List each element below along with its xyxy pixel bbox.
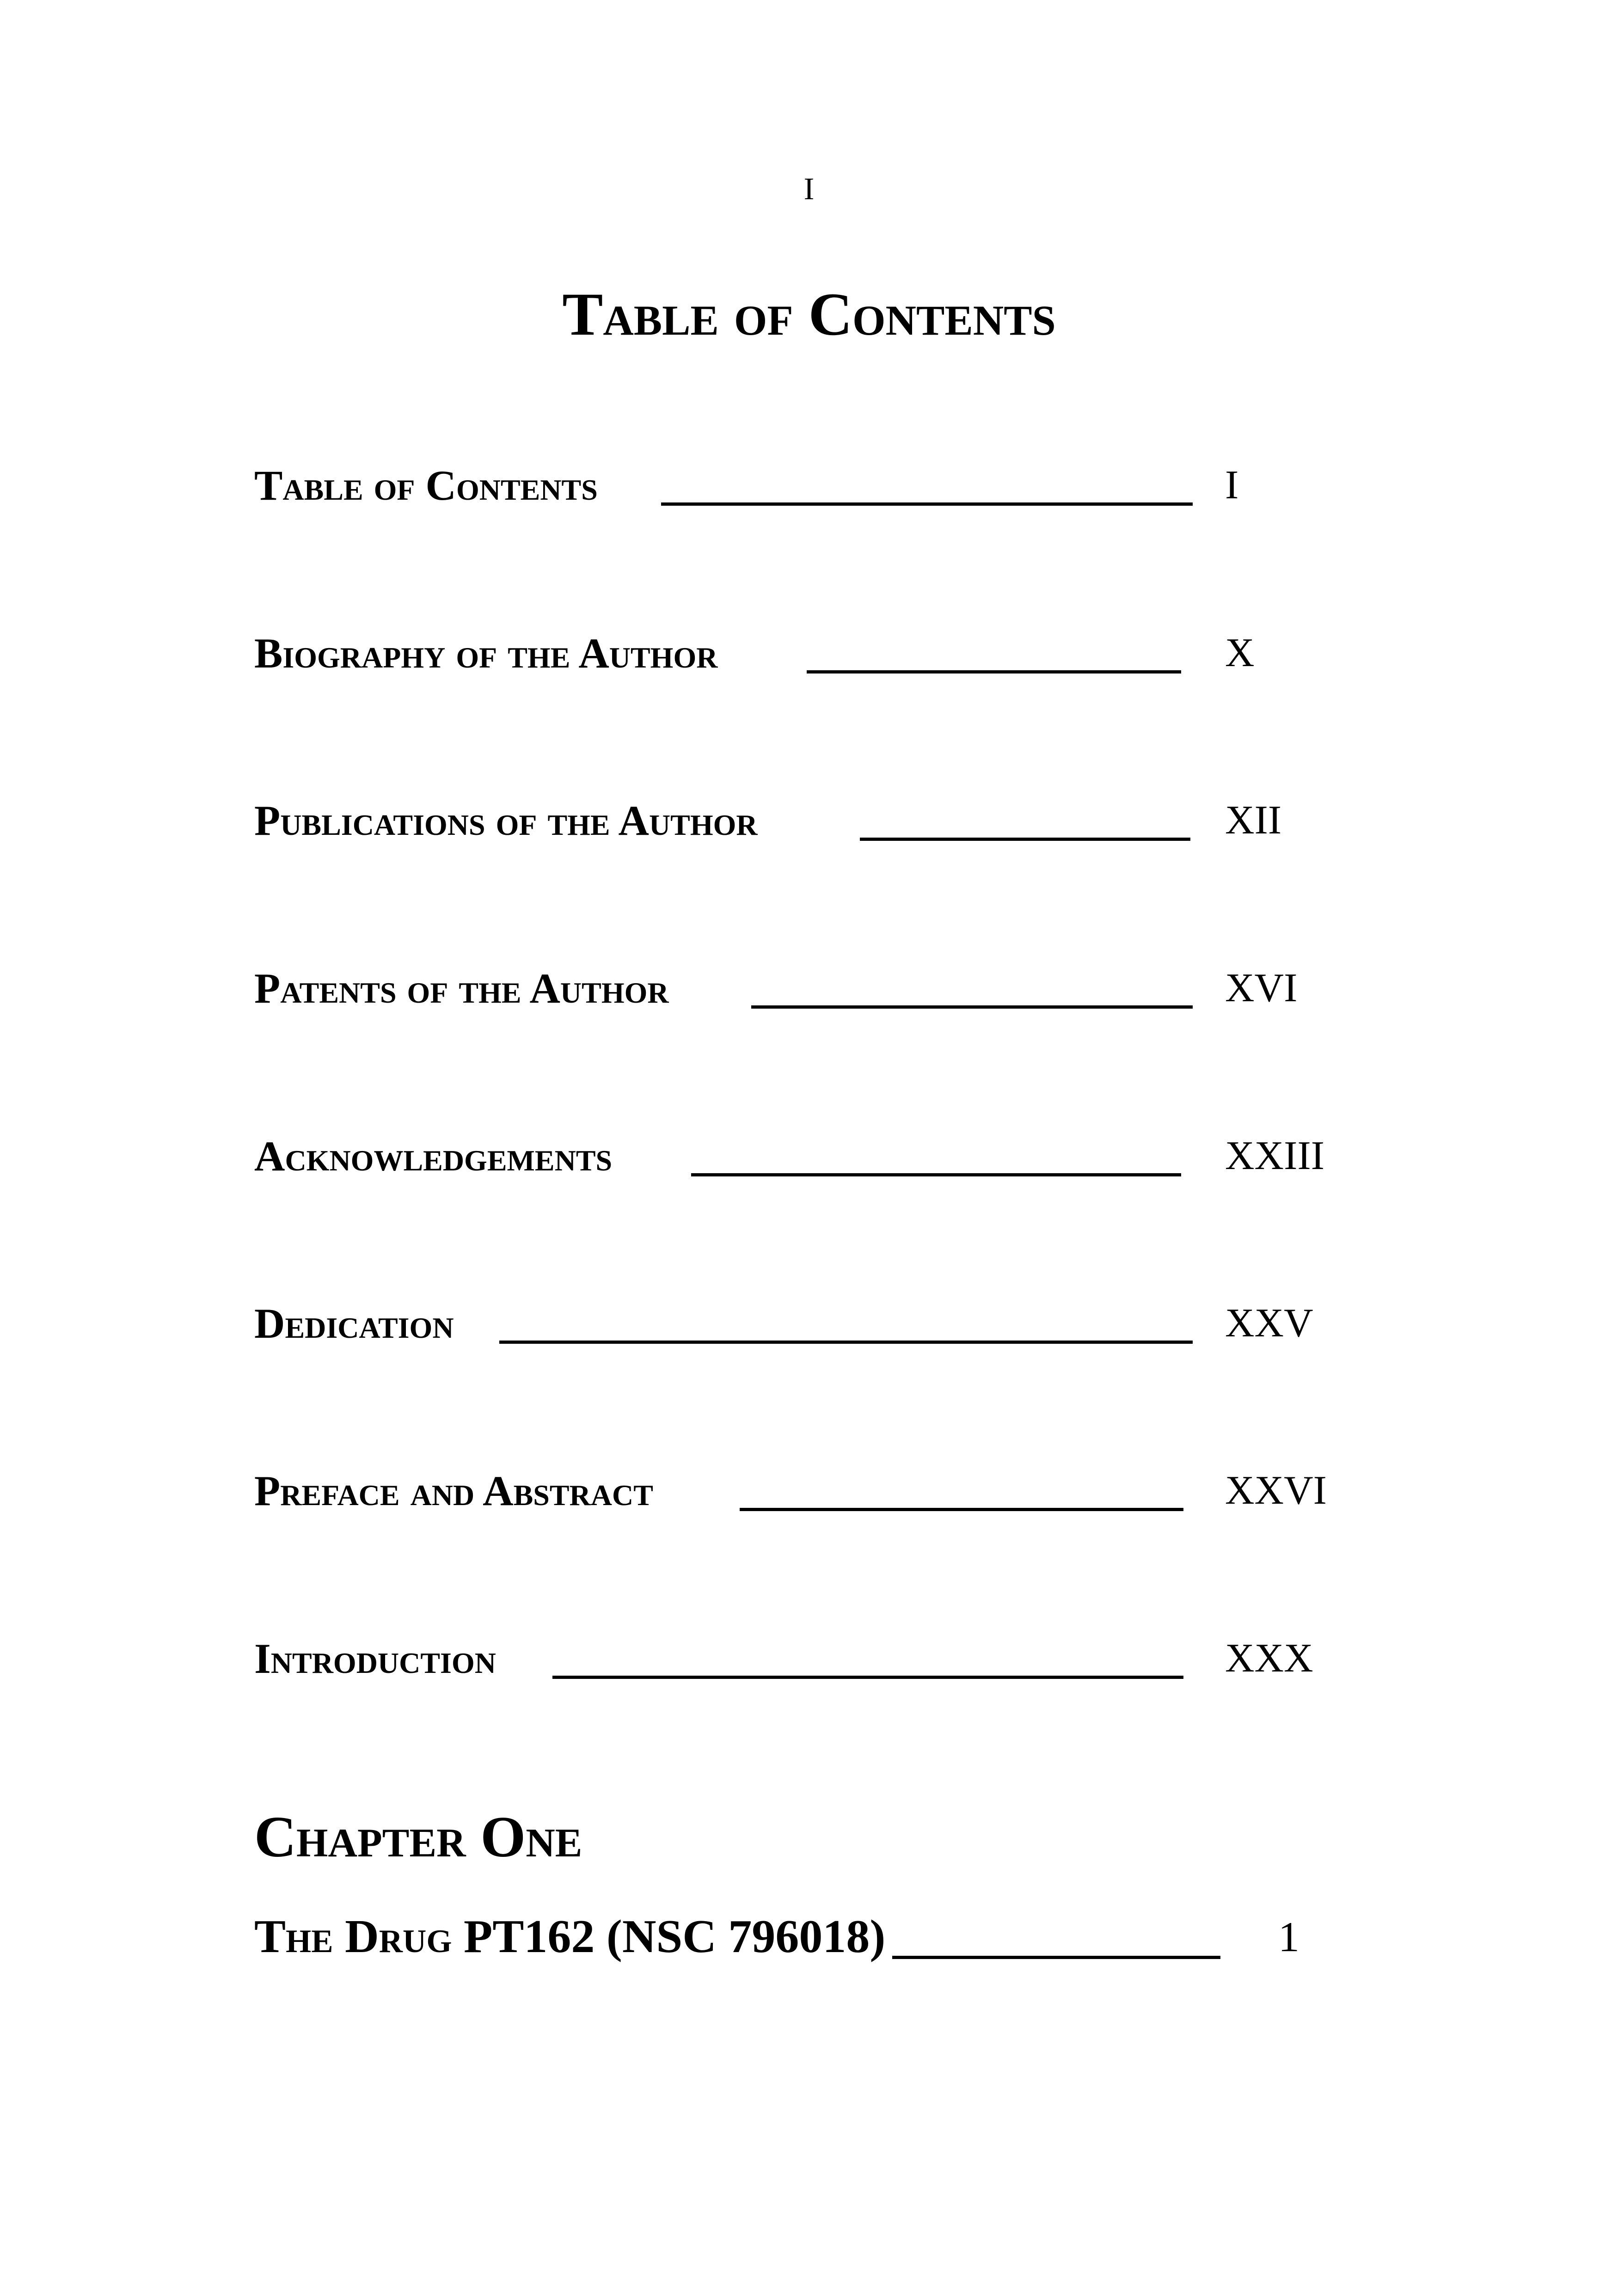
chapter-heading: Chapter One bbox=[254, 1805, 582, 1869]
toc-leader-line bbox=[860, 838, 1190, 841]
chapter-entry-page: 1 bbox=[1278, 1913, 1299, 1960]
chapter-entry-label: The Drug PT162 (NSC 796018) bbox=[254, 1910, 886, 1963]
toc-leader-line bbox=[661, 502, 1193, 506]
toc-entry-page: XXIII bbox=[1225, 1133, 1325, 1178]
toc-entry-page: XVI bbox=[1225, 966, 1298, 1010]
toc-entry-label: Acknowledgements bbox=[254, 1133, 613, 1180]
toc-leader-line bbox=[552, 1676, 1183, 1679]
toc-leader-line bbox=[892, 1956, 1220, 1959]
toc-entry-page: XII bbox=[1225, 798, 1282, 843]
toc-entry-label: Biography of the Author bbox=[254, 630, 718, 677]
toc-entry-page: XXV bbox=[1225, 1301, 1313, 1346]
page-number: I bbox=[803, 171, 815, 206]
toc-entry-label: Dedication bbox=[254, 1300, 454, 1347]
toc-leader-line bbox=[691, 1173, 1181, 1176]
toc-entry-label: Table of Contents bbox=[254, 462, 598, 509]
toc-leader-line bbox=[751, 1005, 1193, 1009]
toc-entry-label: Introduction bbox=[254, 1635, 496, 1682]
toc-entry-page: I bbox=[1225, 463, 1239, 508]
toc-leader-line bbox=[807, 670, 1181, 673]
toc-entry-label: Publications of the Author bbox=[254, 797, 758, 844]
page-title: Table of Contents bbox=[562, 280, 1056, 348]
toc-entry-page: X bbox=[1225, 631, 1255, 675]
toc-entry-label: Preface and Abstract bbox=[254, 1467, 653, 1514]
toc-leader-line bbox=[499, 1341, 1193, 1344]
toc-entry-page: XXVI bbox=[1225, 1468, 1327, 1513]
toc-entry-page: XXX bbox=[1225, 1636, 1313, 1681]
toc-leader-line bbox=[740, 1508, 1183, 1511]
toc-entry-label: Patents of the Author bbox=[254, 965, 669, 1012]
